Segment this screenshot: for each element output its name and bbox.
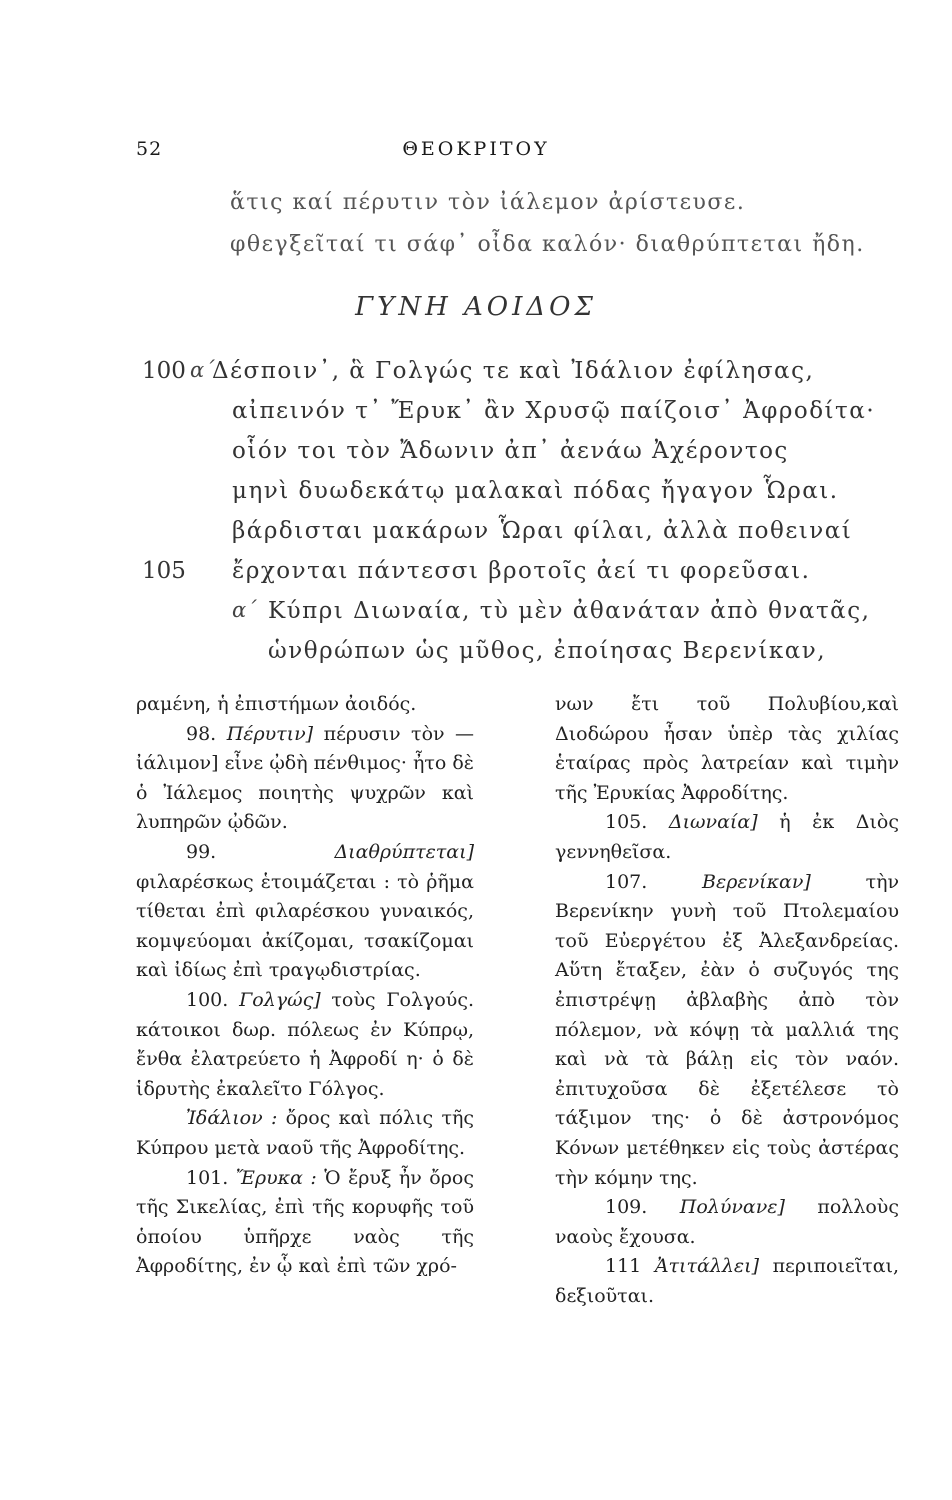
verse-line — [0, 438, 952, 478]
commentary-note — [136, 690, 474, 720]
note-text: Ὁ ἔρυξ ἦν ὄρος τῆς Σικελίας, ἐπὶ τῆς κορυφῆς τοῦ ὁποίου ὑπῆρχε ναὸς τῆς Ἀφροδίτης, ἐν ᾧ καὶ ἐπὶ τῶν χρό- — [136, 1166, 474, 1278]
verse-text: Δέσποιν᾽, ἃ Γολγώς τε καὶ Ἰδάλιον ἐφίλησας, — [212, 358, 815, 384]
note-number: 101. — [186, 1166, 229, 1189]
note-text: ραμένη, ἡ ἐπιστήμων ἀοιδός. — [136, 693, 417, 715]
note-number: 99. — [186, 840, 217, 863]
note-number: 111 — [605, 1255, 642, 1278]
commentary-note — [555, 868, 899, 1194]
intro-line: φθεγξεῖταί τι σάφ᾽ οἶδα καλόν· διαθρύπτεται ἤδη. — [230, 232, 865, 257]
note-text: τὴν Βερενίκην γυνὴ τοῦ Πτολεμαίου τοῦ Εὐεργέτου ἐξ Ἀλεξανδρείας. Αὕτη ἔταξεν, ἐὰν ὁ συζυγός της ἐπιστρέψῃ ἀβλαβὴς ἀπὸ τὸν πόλεμον, νὰ κόψῃ τὰ μαλλιά της καὶ νὰ τὰ βάλῃ εἰς τὸν ναόν. ἐπιτυχοῦσα δὲ ἐξετέλεσε τὸ τάξιμον της· ὁ δὲ ἀστρονόμος Κόνων μετέθηκεν εἰς τοὺς ἀστέρας τὴν κόμην της. — [555, 870, 900, 1189]
verse-line — [0, 478, 952, 518]
commentary-right-column — [555, 690, 899, 1311]
note-number: 109. — [605, 1196, 648, 1219]
verse-line — [0, 358, 952, 398]
section-title: ΓΥΝΗ ΑΟΙΔΟΣ — [355, 292, 597, 322]
note-text: πολλοὺς ναοὺς ἔχουσα. — [555, 1196, 899, 1248]
speaker-mark: α΄ — [190, 358, 215, 382]
verse-line — [0, 598, 952, 638]
note-text: νων ἔτι τοῦ Πολυβίου,καὶ Διοδώρου ἦσαν ὑπὲρ τὰς χιλίας ἑταίρας πρὸς λατρείαν καὶ τιμὴν τῆς Ἐρυκίας Ἀφροδίτης. — [555, 693, 899, 804]
note-number: 100. — [186, 988, 229, 1011]
note-lemma: Πέρυτιν] — [226, 722, 314, 745]
verse-text: ἔρχονται πάντεσσι βροτοῖς ἀεί τι φορεῦσαι. — [232, 558, 811, 584]
speaker-mark: α΄ — [232, 598, 257, 622]
verse-text: μηνὶ δυωδεκάτῳ μαλακαὶ πόδας ἤγαγον Ὧραι. — [232, 478, 839, 504]
note-lemma: Διαθρύπτεται] — [334, 840, 474, 863]
note-text: ὄρος καὶ πόλις τῆς Κύπρου μετὰ ναοῦ τῆς Ἀφροδίτης. — [136, 1107, 475, 1159]
commentary-note — [136, 1164, 474, 1282]
note-lemma: Γολγώς] — [239, 988, 321, 1011]
note-text: περιποιεῖται, δεξιοῦται. — [555, 1255, 900, 1307]
verse-line — [0, 518, 952, 558]
verse-text: βάρδισται μακάρων Ὧραι φίλαι, ἀλλὰ ποθειναί — [232, 518, 853, 544]
line-number: 100 — [142, 358, 186, 384]
commentary-note — [136, 838, 474, 986]
line-number: 105 — [142, 558, 186, 584]
note-number: 107. — [605, 870, 648, 893]
verse-text: αἰπεινόν τ᾽ Ἔρυκ᾽ ἂν Χρυσῷ παίζοισ᾽ Ἀφροδίτα· — [232, 398, 876, 424]
note-text: φιλαρέσκως ἑτοιμάζεται : τὸ ῥῆμα τίθεται ἐπὶ φιλαρέσκου γυναικός, κομψεύομαι ἀκίζομαι, τσακίζομαι καὶ ἰδίως ἐπὶ τραγῳδιστρίας. — [136, 870, 474, 982]
note-number: 105. — [605, 811, 648, 834]
intro-line: ἅτις καί πέρυτιν τὸν ἰάλεμον ἀρίστευσε. — [230, 190, 746, 215]
note-text: ἡ ἐκ Διὸς γεννηθεῖσα. — [555, 811, 899, 863]
verse-text: ὡνθρώπων ὡς μῦθος, ἐποίησας Βερενίκαν, — [268, 638, 827, 664]
commentary-note — [136, 1104, 474, 1163]
note-lemma: Πολύνανε] — [679, 1196, 785, 1219]
verse-line — [0, 558, 952, 598]
commentary-note — [136, 986, 474, 1104]
verse-text: οἷόν τοι τὸν Ἄδωνιν ἀπ᾽ ἀενάω Ἀχέροντος — [232, 438, 789, 464]
commentary-note — [555, 1252, 899, 1311]
verse-line — [0, 398, 952, 438]
commentary-note — [555, 690, 899, 808]
note-lemma: Ἔρυκα : — [235, 1166, 317, 1189]
note-lemma: Διωναία] — [668, 811, 758, 834]
commentary-note — [136, 720, 474, 838]
verse-line — [0, 638, 952, 678]
note-text: τοὺς Γολγούς. κάτοικοι δωρ. πόλεως ἐν Κύπρῳ, ἔνθα ἐλατρεύετο ἡ Ἀφροδί η· ὁ δὲ ἱδρυτὴς ἐκαλεῖτο Γόλγος. — [136, 988, 475, 1100]
commentary-note — [555, 1193, 899, 1252]
note-number: 98. — [186, 722, 217, 745]
verse-text: Κύπρι Διωναία, τὺ μὲν ἀθανάταν ἀπὸ θνατᾶς, — [268, 598, 871, 624]
commentary-note — [555, 808, 899, 867]
note-lemma: Ἀτιτάλλει] — [654, 1255, 759, 1278]
note-lemma: Ἰδάλιον : — [186, 1107, 278, 1130]
note-text: πέρυσιν τὸν — ἰάλιμον] εἶνε ᾠδὴ πένθιμος· ἦτο δὲ ὁ Ἰάλεμος ποιητὴς ψυχρῶν καὶ λυπηρῶν ᾠδῶν. — [136, 722, 475, 834]
commentary-left-column — [136, 690, 474, 1282]
running-title: ΘΕΟΚΡΙΤΟΥ — [402, 138, 550, 160]
note-lemma: Βερενίκαν] — [702, 870, 811, 893]
page-number: 52 — [136, 138, 163, 160]
